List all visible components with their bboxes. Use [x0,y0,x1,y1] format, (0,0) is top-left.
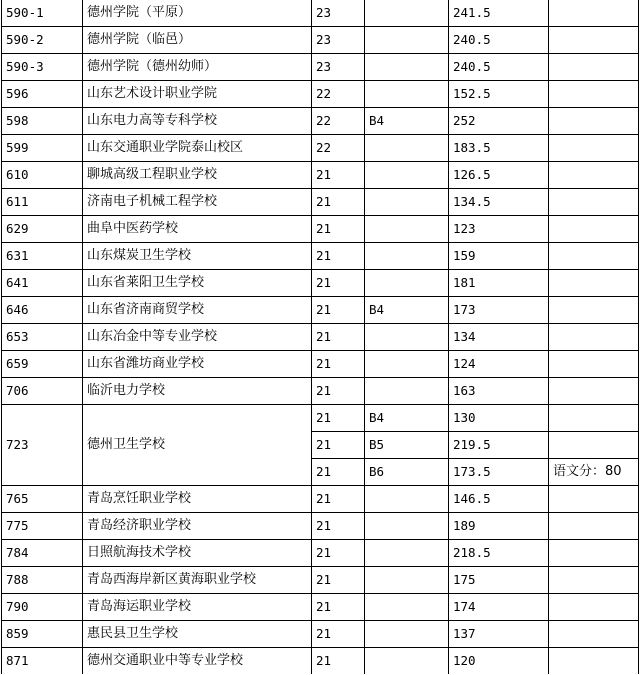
cell-code: 706 [2,378,83,405]
cell-note [549,405,639,432]
cell-code: 775 [2,513,83,540]
cell-score: 21 [312,432,365,459]
cell-min: 183.5 [449,135,549,162]
table-row [2,486,639,513]
cell-group [365,648,449,675]
cell-code: 784 [2,540,83,567]
cell-note [549,54,639,81]
cell-min: 120 [449,648,549,675]
cell-min: 146.5 [449,486,549,513]
cell-school: 山东艺术设计职业学院 [83,81,312,108]
cell-note [549,27,639,54]
cell-group: B5 [365,432,449,459]
table-row [2,243,639,270]
cell-group [365,378,449,405]
cell-note [549,135,639,162]
cell-min: 137 [449,621,549,648]
cell-score: 21 [312,567,365,594]
cell-score: 23 [312,54,365,81]
cell-note [549,216,639,243]
cell-note [549,486,639,513]
cell-group [365,27,449,54]
cell-school: 山东冶金中等专业学校 [83,324,312,351]
cell-code: 859 [2,621,83,648]
cell-school: 曲阜中医药学校 [83,216,312,243]
cell-min: 152.5 [449,81,549,108]
cell-note: 语文分：80 [549,459,639,486]
cell-note [549,540,639,567]
cell-note [549,297,639,324]
cell-school: 山东煤炭卫生学校 [83,243,312,270]
cell-group [365,162,449,189]
cell-note [549,594,639,621]
cell-code: 723 [2,405,83,486]
table-row [2,189,639,216]
cell-note [549,162,639,189]
cell-school: 山东省莱阳卫生学校 [83,270,312,297]
cell-group: B4 [365,297,449,324]
cell-group [365,135,449,162]
cell-code: 590-3 [2,54,83,81]
cell-school: 日照航海技术学校 [83,540,312,567]
cell-note [549,621,639,648]
cell-code: 596 [2,81,83,108]
cell-note [549,432,639,459]
cell-min: 218.5 [449,540,549,567]
cell-note [549,81,639,108]
table-row [2,567,639,594]
cell-min: 252 [449,108,549,135]
cell-school: 德州学院（临邑） [83,27,312,54]
cell-code: 599 [2,135,83,162]
cell-note [549,0,639,27]
cell-group [365,0,449,27]
cell-group [365,621,449,648]
table-row [2,54,639,81]
table-row [2,378,639,405]
table-row [2,297,639,324]
cell-note [549,324,639,351]
cell-group [365,270,449,297]
cell-min: 219.5 [449,432,549,459]
cell-score: 22 [312,108,365,135]
cell-score: 21 [312,594,365,621]
cell-score: 21 [312,324,365,351]
cell-min: 163 [449,378,549,405]
cell-code: 610 [2,162,83,189]
table-row [2,81,639,108]
cell-note [549,270,639,297]
cell-min: 240.5 [449,27,549,54]
cell-score: 21 [312,162,365,189]
cell-code: 788 [2,567,83,594]
cell-min: 240.5 [449,54,549,81]
cell-code: 871 [2,648,83,675]
table-row-merged [2,405,639,432]
cell-score: 21 [312,270,365,297]
cell-score: 21 [312,378,365,405]
cell-code: 641 [2,270,83,297]
cell-group [365,513,449,540]
cell-score: 21 [312,405,365,432]
cell-group [365,216,449,243]
cell-min: 134 [449,324,549,351]
table-row [2,351,639,378]
cell-school: 山东交通职业学院泰山校区 [83,135,312,162]
cell-note [549,378,639,405]
cell-code: 646 [2,297,83,324]
cell-group: B6 [365,459,449,486]
table-row [2,216,639,243]
table-row [2,108,639,135]
cell-min: 174 [449,594,549,621]
cell-score: 21 [312,486,365,513]
cell-school: 山东省济南商贸学校 [83,297,312,324]
cell-code: 765 [2,486,83,513]
cell-note [549,351,639,378]
cell-score: 21 [312,648,365,675]
table-row [2,135,639,162]
cell-school: 德州交通职业中等专业学校 [83,648,312,675]
table-row [2,0,639,27]
cell-school: 惠民县卫生学校 [83,621,312,648]
cell-school: 山东省潍坊商业学校 [83,351,312,378]
cell-group [365,351,449,378]
cell-note [549,243,639,270]
cell-school: 德州学院（德州幼师） [83,54,312,81]
table-row [2,162,639,189]
cell-code: 590-2 [2,27,83,54]
cell-group [365,594,449,621]
cell-group [365,567,449,594]
cell-school: 临沂电力学校 [83,378,312,405]
cell-min: 173.5 [449,459,549,486]
cell-group [365,324,449,351]
cell-min: 123 [449,216,549,243]
cell-school: 青岛海运职业学校 [83,594,312,621]
cell-school: 德州卫生学校 [83,405,312,486]
cell-score: 21 [312,297,365,324]
cell-code: 653 [2,324,83,351]
cell-school: 青岛烹饪职业学校 [83,486,312,513]
table-row [2,594,639,621]
cell-min: 130 [449,405,549,432]
cell-score: 21 [312,243,365,270]
cell-score: 23 [312,0,365,27]
table-row [2,621,639,648]
cell-code: 631 [2,243,83,270]
table-row [2,270,639,297]
table-row [2,648,639,675]
table-row [2,324,639,351]
admission-table [1,0,639,674]
cell-group: B4 [365,108,449,135]
cell-school: 济南电子机械工程学校 [83,189,312,216]
cell-min: 181 [449,270,549,297]
cell-group [365,81,449,108]
cell-group [365,189,449,216]
cell-group [365,486,449,513]
cell-code: 590-1 [2,0,83,27]
cell-school: 聊城高级工程职业学校 [83,162,312,189]
cell-min: 159 [449,243,549,270]
cell-score: 21 [312,351,365,378]
cell-score: 21 [312,189,365,216]
cell-code: 611 [2,189,83,216]
cell-group: B4 [365,405,449,432]
cell-group [365,243,449,270]
cell-min: 189 [449,513,549,540]
cell-school: 青岛西海岸新区黄海职业学校 [83,567,312,594]
table-row [2,540,639,567]
cell-score: 21 [312,540,365,567]
cell-school: 青岛经济职业学校 [83,513,312,540]
cell-score: 23 [312,27,365,54]
cell-score: 21 [312,513,365,540]
cell-group [365,540,449,567]
table-row [2,513,639,540]
cell-score: 21 [312,216,365,243]
cell-score: 22 [312,81,365,108]
cell-score: 21 [312,459,365,486]
cell-school: 山东电力高等专科学校 [83,108,312,135]
cell-score: 22 [312,135,365,162]
cell-min: 134.5 [449,189,549,216]
cell-min: 124 [449,351,549,378]
cell-score: 21 [312,621,365,648]
cell-code: 790 [2,594,83,621]
cell-note [549,189,639,216]
cell-note [549,108,639,135]
table-row [2,27,639,54]
cell-note [549,513,639,540]
cell-min: 126.5 [449,162,549,189]
cell-code: 659 [2,351,83,378]
cell-code: 598 [2,108,83,135]
cell-code: 629 [2,216,83,243]
cell-min: 173 [449,297,549,324]
cell-note [549,648,639,675]
cell-school: 德州学院（平原） [83,0,312,27]
cell-note [549,567,639,594]
cell-min: 241.5 [449,0,549,27]
cell-group [365,54,449,81]
cell-min: 175 [449,567,549,594]
